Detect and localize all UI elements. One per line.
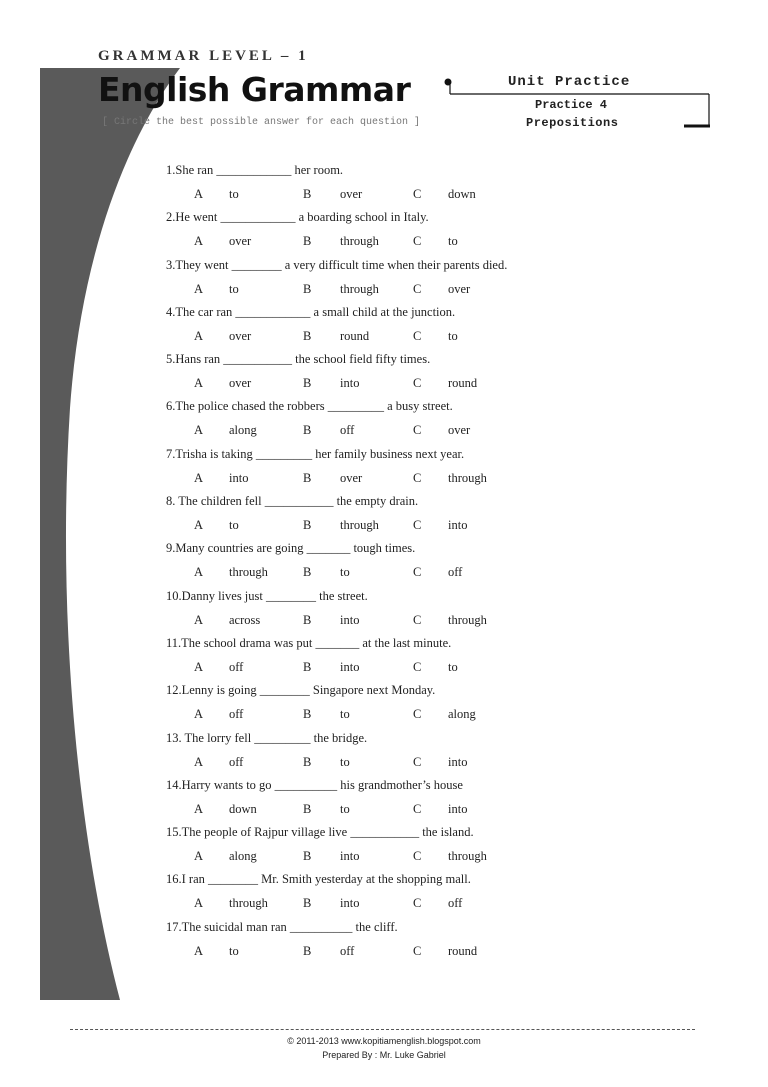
option-a-letter[interactable]: A <box>194 328 204 343</box>
option-a-letter[interactable]: A <box>194 659 204 674</box>
option-a-answer[interactable]: over <box>229 234 252 249</box>
option-c-letter[interactable]: C <box>413 659 422 674</box>
option-b-answer[interactable]: to <box>340 707 350 722</box>
option-a-answer[interactable]: off <box>229 754 244 769</box>
question-text: 9.Many countries are going _______ tough times. <box>166 541 416 556</box>
option-a-letter[interactable]: A <box>194 234 204 249</box>
option-b-answer[interactable]: into <box>340 896 360 911</box>
option-c-answer[interactable]: to <box>448 659 458 674</box>
answer-options <box>166 515 636 537</box>
option-c-letter[interactable]: C <box>413 754 422 769</box>
option-c-letter[interactable]: C <box>413 565 422 580</box>
option-c-letter[interactable]: C <box>413 470 422 485</box>
answer-options <box>166 752 636 774</box>
option-c-answer[interactable]: off <box>448 565 463 580</box>
copyright-text: © 2011-2013 www.kopitiamenglish.blogspot.com <box>287 1036 481 1046</box>
option-c-letter[interactable]: C <box>413 187 422 201</box>
answer-options <box>166 846 636 868</box>
answer-options <box>166 184 636 206</box>
topic-label: Prepositions <box>526 116 619 130</box>
question-text: 5.Hans ran ___________ the school field fifty times. <box>166 352 431 367</box>
option-a-letter[interactable]: A <box>194 376 204 391</box>
answer-options <box>166 231 636 253</box>
option-b-letter[interactable]: B <box>303 376 312 391</box>
option-a-answer[interactable]: through <box>229 896 268 911</box>
question-text: 1.She ran ____________ her room. <box>166 163 344 177</box>
answer-options <box>166 373 636 395</box>
question-text: 17.The suicidal man ran __________ the cliff. <box>166 919 398 934</box>
option-b-answer[interactable]: over <box>340 470 363 485</box>
answer-options <box>166 468 636 490</box>
question-item <box>166 491 636 538</box>
option-b-answer[interactable]: through <box>340 281 379 296</box>
option-a-answer[interactable]: along <box>229 423 257 438</box>
option-b-letter[interactable]: B <box>303 423 312 438</box>
option-a-answer[interactable]: along <box>229 849 257 864</box>
option-a-answer[interactable]: to <box>229 187 239 201</box>
unit-practice-label: Unit Practice <box>508 74 631 90</box>
option-b-letter[interactable]: B <box>303 896 312 911</box>
option-b-answer[interactable]: into <box>340 612 360 627</box>
question-item <box>166 728 636 775</box>
option-a-answer[interactable]: to <box>229 518 239 533</box>
option-a-letter[interactable]: A <box>194 754 204 769</box>
answer-options <box>166 420 636 442</box>
question-item <box>166 160 636 207</box>
option-c-answer[interactable]: through <box>448 470 487 485</box>
answer-options <box>166 799 636 821</box>
question-text: 12.Lenny is going ________ Singapore next Monday. <box>166 683 436 698</box>
question-text: 3.They went ________ a very difficult time when their parents died. <box>166 257 508 272</box>
answer-options <box>166 279 636 301</box>
option-b-answer[interactable]: into <box>340 849 360 864</box>
answer-options <box>166 657 636 679</box>
question-text: 10.Danny lives just ________ the street. <box>166 588 368 603</box>
option-b-letter[interactable]: B <box>303 659 312 674</box>
option-b-answer[interactable]: to <box>340 754 350 769</box>
option-c-answer[interactable]: to <box>448 234 458 249</box>
option-a-answer[interactable]: off <box>229 707 244 722</box>
author-credit: Prepared By : Mr. Luke Gabriel <box>322 1050 446 1060</box>
question-item <box>166 633 636 680</box>
option-a-answer[interactable]: into <box>229 470 249 485</box>
option-c-answer[interactable]: into <box>448 801 468 816</box>
option-b-letter[interactable]: B <box>303 328 312 343</box>
option-a-answer[interactable]: to <box>229 943 239 958</box>
option-b-letter[interactable]: B <box>303 943 312 958</box>
question-item <box>166 917 636 964</box>
option-b-answer[interactable]: into <box>340 376 360 391</box>
option-a-letter[interactable]: A <box>194 943 204 958</box>
option-c-answer[interactable]: into <box>448 518 468 533</box>
option-c-answer[interactable]: through <box>448 612 487 627</box>
option-b-letter[interactable]: B <box>303 849 312 864</box>
option-a-answer[interactable]: down <box>229 801 257 816</box>
option-b-letter[interactable]: B <box>303 707 312 722</box>
option-a-letter[interactable]: A <box>194 612 204 627</box>
option-c-letter[interactable]: C <box>413 896 422 911</box>
option-b-letter[interactable]: B <box>303 518 312 533</box>
option-a-letter[interactable]: A <box>194 187 204 201</box>
option-c-answer[interactable]: round <box>448 376 478 391</box>
option-a-answer[interactable]: through <box>229 565 268 580</box>
instruction-text: [ Circle the best possible answer for each question ] <box>102 117 421 128</box>
decorative-side-band <box>40 68 180 1000</box>
option-b-letter[interactable]: B <box>303 565 312 580</box>
question-item <box>166 586 636 633</box>
question-text: 15.The people of Rajpur village live ___________ the island. <box>166 825 474 840</box>
option-c-answer[interactable]: through <box>448 849 487 864</box>
option-b-letter[interactable]: B <box>303 801 312 816</box>
option-a-answer[interactable]: over <box>229 376 252 391</box>
answer-options <box>166 893 636 915</box>
option-c-letter[interactable]: C <box>413 612 422 627</box>
question-item <box>166 822 636 869</box>
option-b-letter[interactable]: B <box>303 281 312 296</box>
option-b-letter[interactable]: B <box>303 754 312 769</box>
option-b-letter[interactable]: B <box>303 470 312 485</box>
option-a-answer[interactable]: across <box>229 612 261 627</box>
option-a-letter[interactable]: A <box>194 518 204 533</box>
question-text: 11.The school drama was put _______ at the last minute. <box>166 635 452 650</box>
option-b-answer[interactable]: round <box>340 328 370 343</box>
option-b-answer[interactable]: into <box>340 659 360 674</box>
option-c-letter[interactable]: C <box>413 423 422 438</box>
answer-options <box>166 562 636 584</box>
option-c-letter[interactable]: C <box>413 707 422 722</box>
option-b-answer[interactable]: off <box>340 943 355 958</box>
option-a-answer[interactable]: off <box>229 659 244 674</box>
option-a-answer[interactable]: over <box>229 328 252 343</box>
question-text: 4.The car ran ____________ a small child at the junction. <box>166 304 456 319</box>
option-a-letter[interactable]: A <box>194 565 204 580</box>
answer-options <box>166 941 636 963</box>
option-c-answer[interactable]: into <box>448 754 468 769</box>
question-text: 8. The children fell ___________ the empty drain. <box>166 494 419 509</box>
option-b-answer[interactable]: to <box>340 565 350 580</box>
option-b-answer[interactable]: over <box>340 187 363 201</box>
option-c-answer[interactable]: to <box>448 328 458 343</box>
option-a-answer[interactable]: to <box>229 281 239 296</box>
question-text: 14.Harry wants to go __________ his grandmother’s house <box>166 777 463 792</box>
question-text: 7.Trisha is taking _________ her family business next year. <box>166 446 465 461</box>
option-c-answer[interactable]: over <box>448 423 471 438</box>
option-c-letter[interactable]: C <box>413 518 422 533</box>
question-item <box>166 349 636 396</box>
answer-options <box>166 704 636 726</box>
option-c-letter[interactable]: C <box>413 943 422 958</box>
option-b-letter[interactable]: B <box>303 234 312 249</box>
question-item <box>166 302 636 349</box>
option-a-letter[interactable]: A <box>194 801 204 816</box>
option-c-letter[interactable]: C <box>413 281 422 296</box>
option-c-answer[interactable]: over <box>448 281 471 296</box>
question-item <box>166 255 636 302</box>
option-c-answer[interactable]: down <box>448 187 476 201</box>
option-c-answer[interactable]: round <box>448 943 478 958</box>
question-item <box>166 396 636 443</box>
question-item <box>166 207 636 254</box>
question-item <box>166 444 636 491</box>
answer-options <box>166 610 636 632</box>
option-a-letter[interactable]: A <box>194 470 204 485</box>
footer-divider <box>70 1029 695 1030</box>
option-b-letter[interactable]: B <box>303 187 312 201</box>
question-text: 16.I ran ________ Mr. Smith yesterday at the shopping mall. <box>166 872 471 887</box>
grammar-level-label: GRAMMAR LEVEL – 1 <box>98 48 309 64</box>
question-text: 2.He went ____________ a boarding school in Italy. <box>166 210 429 225</box>
option-c-letter[interactable]: C <box>413 328 422 343</box>
page-title: English Grammar <box>98 70 411 109</box>
option-c-letter[interactable]: C <box>413 376 422 391</box>
option-b-answer[interactable]: through <box>340 518 379 533</box>
option-a-letter[interactable]: A <box>194 849 204 864</box>
option-c-letter[interactable]: C <box>413 234 422 249</box>
option-c-answer[interactable]: along <box>448 707 476 722</box>
option-b-answer[interactable]: to <box>340 801 350 816</box>
option-c-letter[interactable]: C <box>413 801 422 816</box>
option-a-letter[interactable]: A <box>194 281 204 296</box>
question-text: 13. The lorry fell _________ the bridge. <box>166 730 368 745</box>
question-item <box>166 775 636 822</box>
question-item <box>166 680 636 727</box>
option-c-answer[interactable]: off <box>448 896 463 911</box>
question-text: 6.The police chased the robbers _________ a busy street. <box>166 399 453 414</box>
option-a-letter[interactable]: A <box>194 707 204 722</box>
option-b-answer[interactable]: through <box>340 234 379 249</box>
question-item <box>166 869 636 916</box>
option-a-letter[interactable]: A <box>194 423 204 438</box>
option-c-letter[interactable]: C <box>413 849 422 864</box>
option-a-letter[interactable]: A <box>194 896 204 911</box>
practice-number: Practice 4 <box>535 98 608 112</box>
option-b-answer[interactable]: off <box>340 423 355 438</box>
question-item <box>166 538 636 585</box>
answer-options <box>166 326 636 348</box>
option-b-letter[interactable]: B <box>303 612 312 627</box>
question-list <box>166 160 636 964</box>
